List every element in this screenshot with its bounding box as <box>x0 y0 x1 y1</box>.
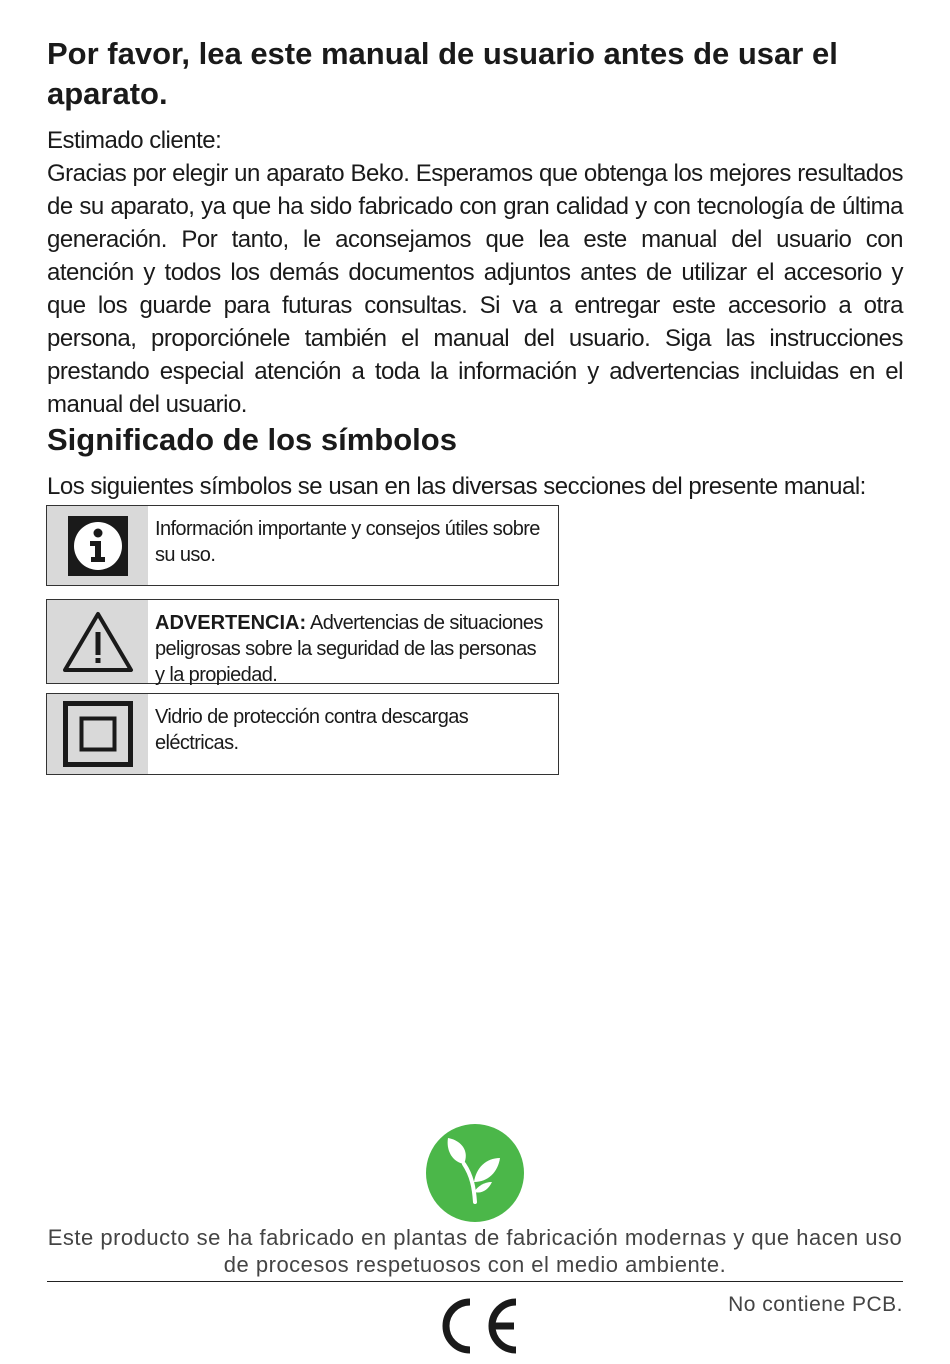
symbol-warning-text <box>148 600 558 686</box>
ce-mark <box>432 1296 520 1356</box>
symbols-section-title: Significado de los símbolos <box>47 422 457 457</box>
intro-text <box>47 124 903 421</box>
eco-statement: Este producto se ha fabricado en plantas de fabricación modernas y que hacen uso de procesos respetuosos con el medio ambiente. <box>47 1225 903 1277</box>
intro-paragraph: Gracias por elegir un aparato Beko. Esperamos que obtenga los mejores resultados de su aparato, ya que ha sido fabricado con gran calidad y con tecnología de última generación. Por tanto, le aconsejamos que lea este manual del usuario con atención y todos los demás documentos adjuntos antes de utilizar el accesorio y que los guarde para futuras consultas. Si va a entregar este accesorio a otra persona, proporciónele también el manual del usuario. Siga las instrucciones prestando especial atención a toda la información y advertencias incluidas en el manual del usuario. <box>47 160 903 418</box>
leaf-icon <box>426 1124 524 1222</box>
symbol-info-description: Información importante y consejos útiles sobre su uso. <box>155 518 540 566</box>
symbol-row-warning <box>46 599 559 684</box>
symbols-intro: Los siguientes símbolos se usan en las diversas secciones del presente manual: <box>47 473 866 500</box>
symbol-row-info <box>46 505 559 586</box>
greeting: Estimado cliente: <box>47 127 222 154</box>
warning-icon <box>47 600 148 683</box>
symbol-info-text <box>148 506 558 585</box>
info-icon <box>47 506 148 585</box>
footer-divider <box>47 1281 903 1282</box>
pcb-note: No contiene PCB. <box>728 1293 903 1316</box>
symbol-warning-label: ADVERTENCIA: <box>155 612 307 634</box>
page-title: Por favor, lea este manual de usuario antes de usar el aparato. <box>47 36 838 111</box>
symbol-protection-text <box>148 694 558 774</box>
symbol-row-protection <box>46 693 559 775</box>
double-square-icon <box>47 694 148 774</box>
symbol-protection-description: Vidrio de protección contra descargas eléctricas. <box>155 706 469 754</box>
symbol-warning-description: Advertencias de situaciones peligrosas sobre la seguridad de las personas y la propiedad. <box>155 612 543 686</box>
